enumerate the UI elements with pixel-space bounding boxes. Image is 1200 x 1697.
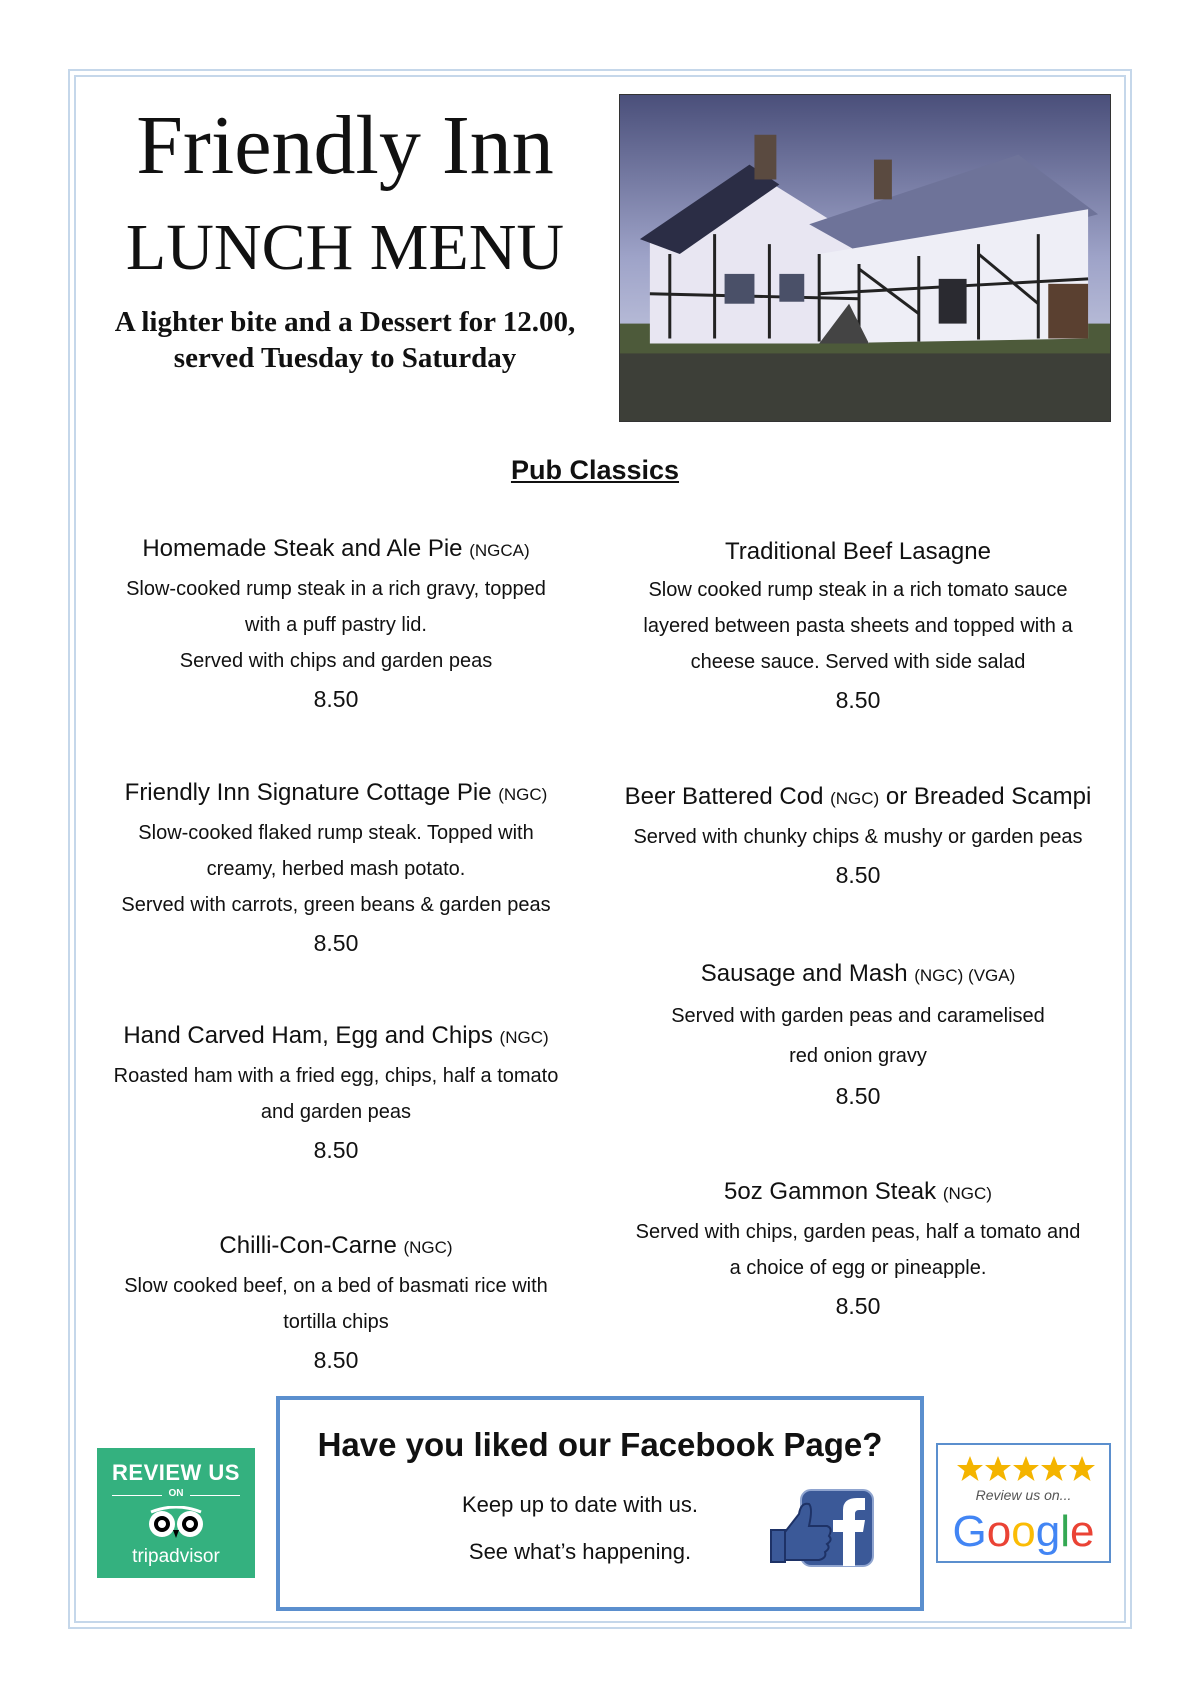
menu-item — [598, 781, 1118, 893]
menu-item-description — [598, 572, 1118, 680]
description-line: Roasted ham with a fried egg, chips, half a tomato — [113, 1065, 559, 1087]
google-letter: o — [1011, 1507, 1036, 1556]
dietary-tag: (NGC) — [942, 1184, 992, 1203]
menu-item-title: Friendly Inn Signature Cottage Pie — [124, 779, 492, 806]
menu-item-price: 8.50 — [835, 1083, 881, 1109]
dietary-tag: (NGC) — [499, 1028, 549, 1047]
google-letter: G — [952, 1507, 987, 1556]
google-letter: e — [1069, 1507, 1095, 1556]
menu-item-title: Chilli-Con-Carne — [219, 1232, 397, 1259]
tripadvisor-review-label: REVIEW US — [112, 1460, 240, 1485]
description-line: red onion gravy — [789, 1045, 927, 1067]
description-line: a choice of egg or pineapple. — [729, 1257, 987, 1279]
menu-item-description — [598, 996, 1118, 1076]
menu-item-name — [76, 533, 596, 567]
menu-item-name — [598, 1176, 1118, 1210]
menu-item-name — [76, 1020, 596, 1054]
description-line: layered between pasta sheets and topped with a — [643, 615, 1073, 637]
menu-item-name — [76, 1230, 596, 1264]
menu-item-price: 8.50 — [313, 686, 359, 712]
google-letter: l — [1060, 1507, 1070, 1556]
menu-item-name — [598, 536, 1118, 568]
menu-item-price: 8.50 — [835, 862, 881, 888]
google-letter: o — [986, 1507, 1012, 1556]
description-line: Served with chips, garden peas, half a tomato and — [635, 1221, 1081, 1243]
menu-item — [76, 777, 596, 961]
description-line: cheese sauce. Served with side salad — [690, 651, 1026, 673]
dietary-tag: (NGC) — [498, 785, 548, 804]
facebook-promo-box[interactable] — [276, 1396, 924, 1611]
google-wordmark — [938, 1505, 1109, 1559]
restaurant-name: Friendly Inn — [136, 99, 554, 192]
menu-item-description — [76, 1058, 596, 1130]
facebook-promo-title: Have you liked our Facebook Page? — [317, 1426, 883, 1463]
menu-item-price: 8.50 — [313, 930, 359, 956]
facebook-like-icon[interactable] — [769, 1488, 877, 1570]
google-letter: g — [1035, 1507, 1061, 1556]
menu-item-price: 8.50 — [835, 687, 881, 713]
menu-item-description — [76, 815, 596, 923]
description-line: Slow cooked rump steak in a rich tomato sauce — [648, 579, 1068, 601]
menu-item-title-alt: or Breaded Scampi — [885, 783, 1092, 810]
menu-item-price: 8.50 — [313, 1137, 359, 1163]
description-line: creamy, herbed mash potato. — [206, 858, 466, 880]
menu-item — [598, 1176, 1118, 1324]
section-heading: Pub Classics — [510, 455, 680, 485]
menu-item-name — [598, 781, 1118, 815]
menu-item — [598, 958, 1118, 1114]
tripadvisor-review-badge[interactable] — [97, 1448, 255, 1578]
offer-tagline — [80, 304, 610, 376]
menu-item-description — [76, 571, 596, 679]
menu-item-description — [76, 1268, 596, 1340]
facebook-promo-line-1: Keep up to date with us. — [461, 1492, 699, 1517]
description-line: Slow-cooked flaked rump steak. Topped with — [138, 822, 534, 844]
menu-item-price: 8.50 — [835, 1293, 881, 1319]
menu-item-title: 5oz Gammon Steak — [724, 1178, 937, 1205]
facebook-promo-line-2: See what’s happening. — [468, 1539, 692, 1564]
tripadvisor-on-label: ON — [168, 1488, 184, 1499]
description-line: Served with chunky chips & mushy or garden peas — [633, 826, 1083, 848]
tripadvisor-wordmark: tripadvisor — [132, 1546, 220, 1567]
menu-item — [598, 536, 1118, 718]
menu-item-description — [598, 819, 1118, 855]
menu-item-title: Sausage and Mash — [700, 960, 908, 987]
description-line: Slow cooked beef, on a bed of basmati rice with — [124, 1275, 548, 1297]
google-review-badge[interactable] — [936, 1443, 1111, 1563]
dietary-tag: (NGC) — [403, 1238, 453, 1257]
description-line: Slow-cooked rump steak in a rich gravy, topped — [126, 578, 546, 600]
tripadvisor-owl-icon — [147, 1506, 205, 1540]
dietary-tag: (NGC) (VGA) — [914, 966, 1016, 985]
menu-item-name — [76, 777, 596, 811]
pub-building-photo — [619, 94, 1111, 422]
menu-item-price: 8.50 — [313, 1347, 359, 1373]
tagline-line-2: served Tuesday to Saturday — [173, 342, 517, 374]
description-line: with a puff pastry lid. — [245, 614, 427, 636]
description-line: Served with carrots, green beans & garden peas — [121, 894, 551, 916]
five-stars-icon — [956, 1455, 1096, 1483]
description-line: tortilla chips — [283, 1311, 389, 1333]
menu-item — [76, 1230, 596, 1378]
tagline-line-1: A lighter bite and a Dessert for 12.00, — [114, 306, 576, 338]
google-review-label: Review us on... — [975, 1487, 1072, 1503]
description-line: and garden peas — [260, 1101, 412, 1123]
menu-item — [76, 1020, 596, 1168]
dietary-tag: (NGCA) — [469, 541, 530, 560]
menu-item-title: Hand Carved Ham, Egg and Chips — [123, 1022, 493, 1049]
menu-item-title: Beer Battered Cod — [624, 783, 824, 810]
menu-item-description — [598, 1214, 1118, 1286]
dietary-tag: (NGC) — [830, 789, 880, 808]
menu-item-title: Homemade Steak and Ale Pie — [142, 535, 463, 562]
menu-item — [76, 533, 596, 717]
menu-item-title: Traditional Beef Lasagne — [725, 538, 991, 565]
divider — [190, 1495, 240, 1496]
menu-title: LUNCH MENU — [125, 211, 565, 284]
description-line: Served with chips and garden peas — [179, 650, 493, 672]
menu-item-name — [598, 958, 1118, 992]
description-line: Served with garden peas and caramelised — [671, 1005, 1045, 1027]
